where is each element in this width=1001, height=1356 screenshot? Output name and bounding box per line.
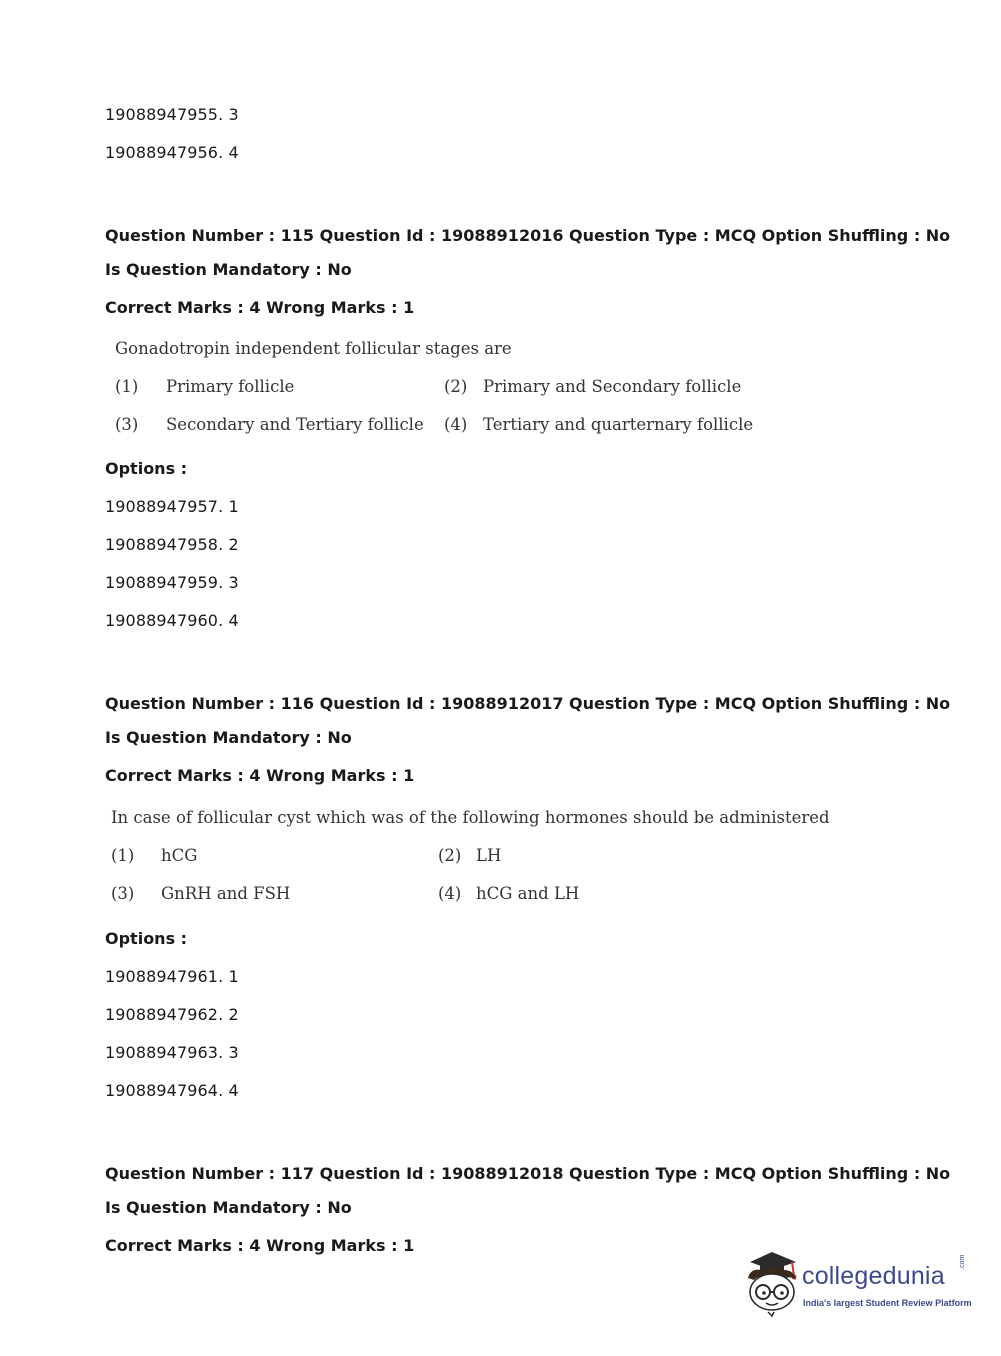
question-header: Question Number : 116 Question Id : 19088912017 Question Type : MCQ Option Shuffling : No <box>105 694 951 713</box>
logo-tagline: India's largest Student Review Platform <box>803 1298 972 1308</box>
choice-text: hCG <box>161 846 198 865</box>
choice-number: (2) <box>444 377 468 396</box>
question-marks: Correct Marks : 4 Wrong Marks : 1 <box>105 1236 415 1255</box>
option-line: 19088947957. 1 <box>105 497 239 516</box>
option-line: 19088947960. 4 <box>105 611 239 630</box>
option-line: 19088947962. 2 <box>105 1005 239 1024</box>
choice-text: Primary follicle <box>166 377 295 396</box>
question-marks: Correct Marks : 4 Wrong Marks : 1 <box>105 766 415 785</box>
choice-number: (3) <box>115 415 139 434</box>
options-label: Options : <box>105 929 188 948</box>
choice-number: (2) <box>438 846 462 865</box>
choice-number: (4) <box>444 415 468 434</box>
question-text: Gonadotropin independent follicular stages are <box>115 339 512 358</box>
option-line: 19088947963. 3 <box>105 1043 239 1062</box>
choice-text: GnRH and FSH <box>161 884 291 903</box>
mascot-icon <box>742 1248 802 1318</box>
collegedunia-logo[interactable] <box>742 1248 972 1318</box>
question-mandatory: Is Question Mandatory : No <box>105 728 352 747</box>
option-line: 19088947955. 3 <box>105 105 239 124</box>
question-header: Question Number : 115 Question Id : 19088912016 Question Type : MCQ Option Shuffling : No <box>105 226 951 245</box>
choice-text: Secondary and Tertiary follicle <box>166 415 424 434</box>
choice-number: (1) <box>115 377 139 396</box>
question-mandatory: Is Question Mandatory : No <box>105 1198 352 1217</box>
choice-number: (1) <box>111 846 135 865</box>
option-line: 19088947964. 4 <box>105 1081 239 1100</box>
question-text: In case of follicular cyst which was of the following hormones should be administered <box>111 808 830 827</box>
option-line: 19088947961. 1 <box>105 967 239 986</box>
question-mandatory: Is Question Mandatory : No <box>105 260 352 279</box>
choice-text: LH <box>476 846 502 865</box>
choice-number: (4) <box>438 884 462 903</box>
option-line: 19088947958. 2 <box>105 535 239 554</box>
option-line: 19088947959. 3 <box>105 573 239 592</box>
logo-domain-suffix: .com <box>959 1254 966 1270</box>
question-marks: Correct Marks : 4 Wrong Marks : 1 <box>105 298 415 317</box>
choice-number: (3) <box>111 884 135 903</box>
choice-text: hCG and LH <box>476 884 580 903</box>
options-label: Options : <box>105 459 188 478</box>
choice-text: Primary and Secondary follicle <box>483 377 742 396</box>
option-line: 19088947956. 4 <box>105 143 239 162</box>
question-header: Question Number : 117 Question Id : 19088912018 Question Type : MCQ Option Shuffling : No <box>105 1164 951 1183</box>
logo-wordmark: collegedunia <box>802 1262 945 1290</box>
choice-text: Tertiary and quarternary follicle <box>483 415 754 434</box>
